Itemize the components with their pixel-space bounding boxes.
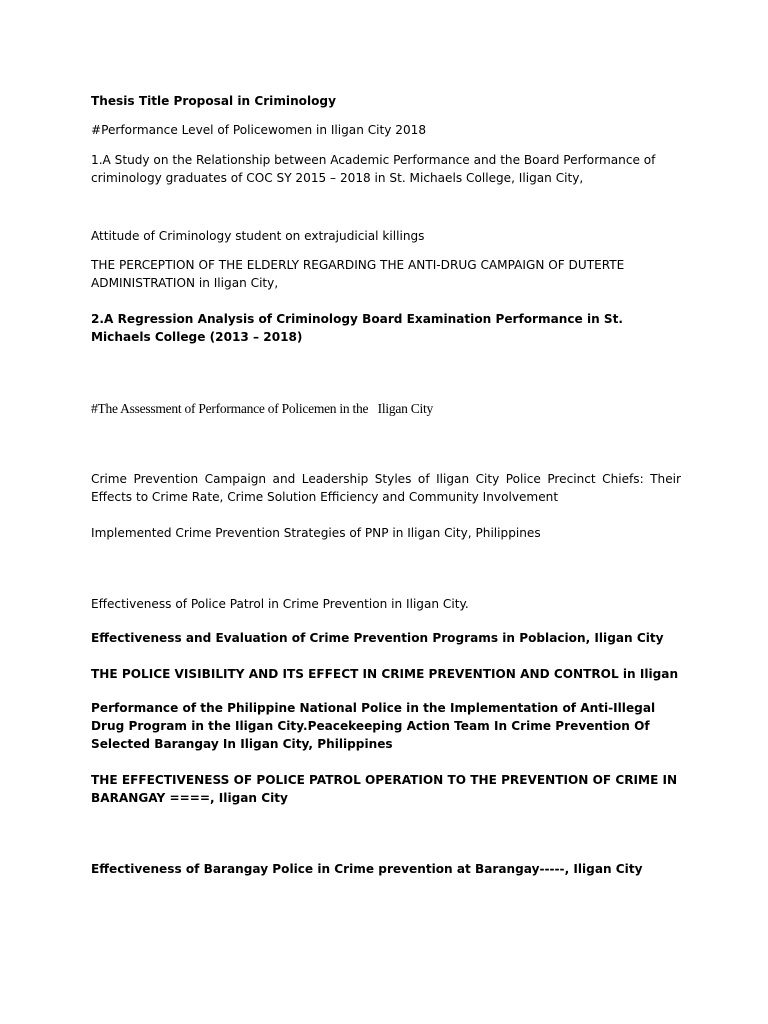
proposal-item: THE PERCEPTION OF THE ELDERLY REGARDING THE ANTI-DRUG CAMPAIGN OF DUTERTE ADMINISTRATION in Iligan City, (91, 258, 625, 290)
proposal-item: THE EFFECTIVENESS OF POLICE PATROL OPERATION TO THE PREVENTION OF CRIME IN BARANGAY ====, Iligan City (91, 773, 678, 805)
proposal-item: 1.A Study on the Relationship between Academic Performance and the Board Performance of criminology graduates of COC SY 2015 – 2018 in St. Michaels College, Iligan City, (91, 153, 656, 185)
proposal-item: Effectiveness of Police Patrol in Crime Prevention in Iligan City. (91, 597, 469, 611)
proposal-item: Effectiveness and Evaluation of Crime Prevention Programs in Poblacion, Iligan City (91, 631, 664, 645)
proposal-item: #Performance Level of Policewomen in Iligan City 2018 (91, 123, 427, 137)
proposal-item: Attitude of Criminology student on extrajudicial killings (91, 229, 425, 243)
proposal-item: Performance of the Philippine National Police in the Implementation of Anti-Illegal Drug Program in the Iligan City.Peacekeeping Action Team In Crime Prevention Of Selected Barangay In Iligan City, Philippines (91, 701, 656, 751)
proposal-item: THE POLICE VISIBILITY AND ITS EFFECT IN CRIME PREVENTION AND CONTROL in Iligan (91, 667, 679, 681)
proposal-item: Implemented Crime Prevention Strategies of PNP in Iligan City, Philippines (91, 526, 541, 540)
proposal-item: 2.A Regression Analysis of Criminology Board Examination Performance in St. Michaels College (2013 – 2018) (91, 312, 624, 344)
proposal-item: Crime Prevention Campaign and Leadership Styles of Iligan City Police Precinct Chiefs: Their Effects to Crime Rate, Crime Solution Efficiency and Community Involvement (91, 472, 681, 504)
proposal-item: #The Assessment of Performance of Policemen in the Iligan City (91, 401, 434, 416)
proposal-item: Effectiveness of Barangay Police in Crime prevention at Barangay-----, Iligan City (91, 862, 643, 876)
document-title: Thesis Title Proposal in Criminology (91, 94, 336, 108)
